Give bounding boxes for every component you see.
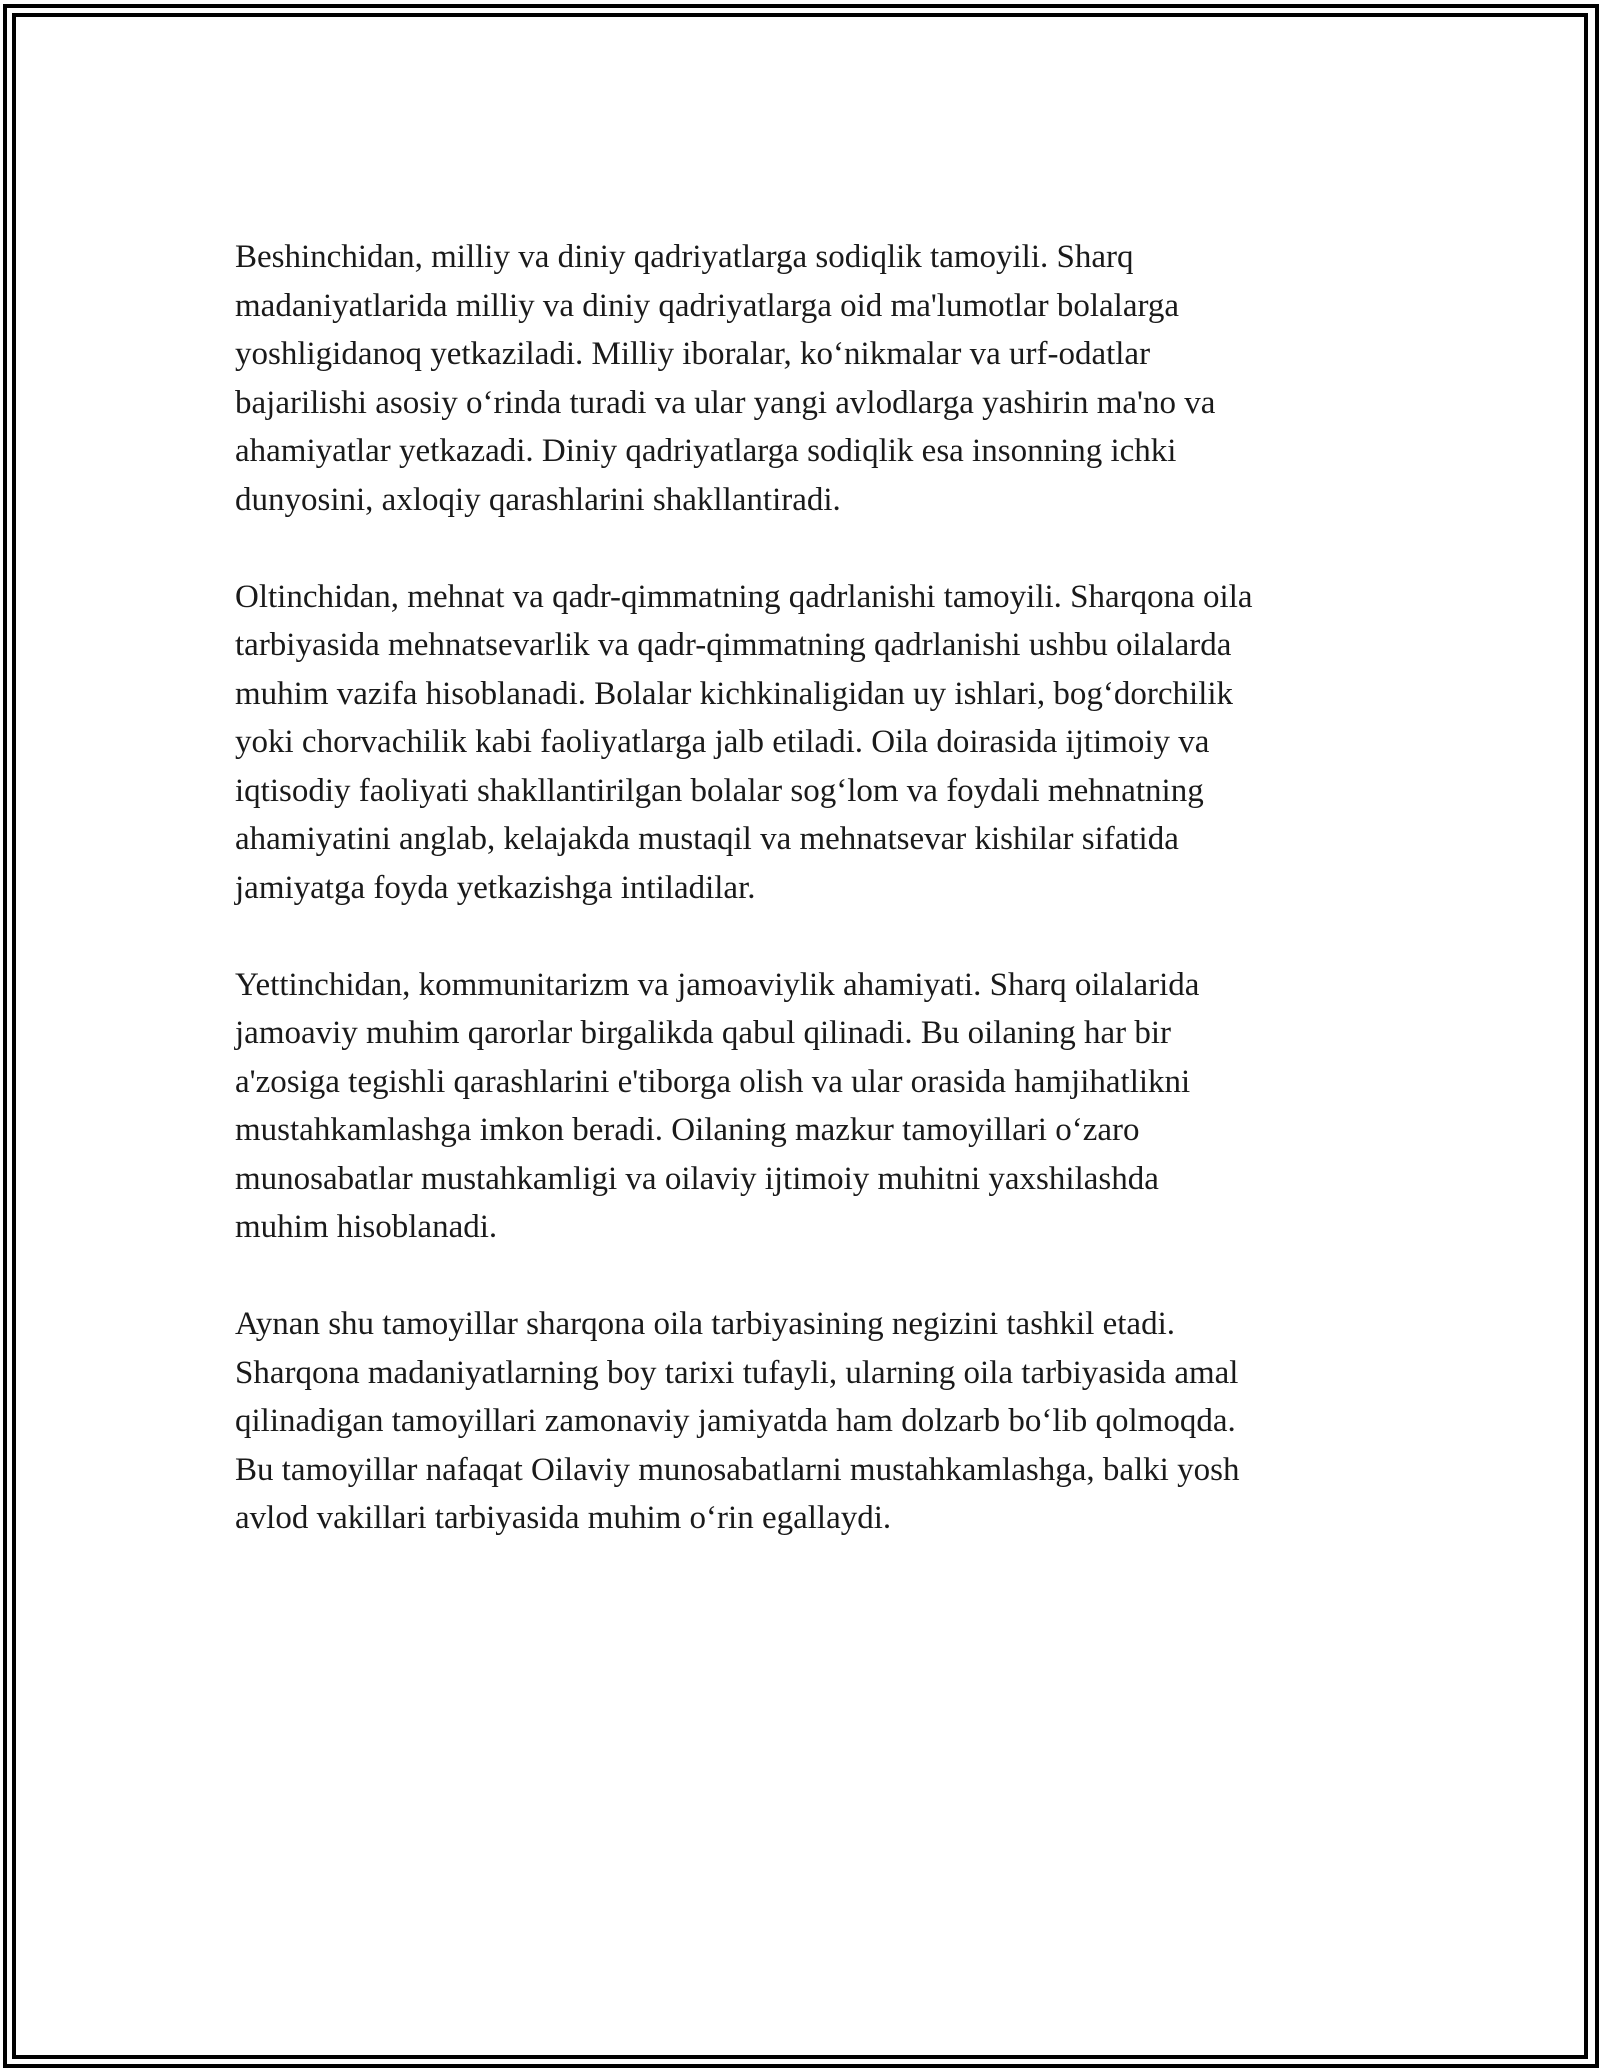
text-line: Aynan shu tamoyillar sharqona oila tarbiyasining negizini tashkil etadi. xyxy=(235,1306,1176,1342)
text-line: munosabatlar mustahkamligi va oilaviy ijtimoiy muhitni yaxshilashda xyxy=(235,1160,1159,1197)
text-line: iqtisodiy faoliyati shakllantirilgan bolalar sog‘lom va foydali mehnatning xyxy=(235,772,1204,809)
text-line: jamoaviy muhim qarorlar birgalikda qabul qilinadi. Bu oilaning har bir xyxy=(235,1015,1172,1051)
text-line: ahamiyatlar yetkazadi. Diniy qadriyatlarga sodiqlik esa insonning ichki xyxy=(235,433,1177,469)
text-line: Yettinchidan, kommunitarizm va jamoaviylik ahamiyati. Sharq oilalarida xyxy=(235,966,1200,1003)
text-line: muhim hisoblanadi. xyxy=(235,1209,498,1245)
text-line: bajarilishi asosiy o‘rinda turadi va ular yangi avlodlarga yashirin ma'no va xyxy=(235,384,1216,421)
paragraph-beshinchidan xyxy=(235,233,1415,524)
text-line: Oltinchidan, mehnat va qadr-qimmatning qadrlanishi tamoyili. Sharqona oila xyxy=(235,578,1253,615)
text-line: Beshinchidan, milliy va diniy qadriyatlarga sodiqlik tamoyili. Sharq xyxy=(235,239,1134,275)
text-line: Bu tamoyillar nafaqat Oilaviy munosabatlarni mustahkamlashga, balki yosh xyxy=(235,1451,1240,1488)
text-line: madaniyatlarida milliy va diniy qadriyatlarga oid ma'lumotlar bolalarga xyxy=(235,287,1180,324)
text-line: avlod vakillari tarbiyasida muhim o‘rin egallaydi. xyxy=(235,1500,892,1536)
text-line: ahamiyatini anglab, kelajakda mustaqil va mehnatsevar kishilar sifatida xyxy=(235,821,1179,857)
text-line: qilinadigan tamoyillari zamonaviy jamiyatda ham dolzarb bo‘lib qolmoqda. xyxy=(235,1403,1236,1439)
text-line: yoki chorvachilik kabi faoliyatlarga jalb etiladi. Oila doirasida ijtimoiy va xyxy=(235,724,1210,760)
paragraph-conclusion xyxy=(235,1300,1415,1543)
text-line: Sharqona madaniyatlarning boy tarixi tufayli, ularning oila tarbiyasida amal xyxy=(235,1354,1239,1391)
text-line: yoshligidanoq yetkaziladi. Milliy iboralar, ko‘nikmalar va urf-odatlar xyxy=(235,336,1151,372)
text-line: mustahkamlashga imkon beradi. Oilaning mazkur tamoyillari o‘zaro xyxy=(235,1112,1140,1148)
paragraph-oltinchidan xyxy=(235,573,1415,913)
text-line: tarbiyasida mehnatsevarlik va qadr-qimmatning qadrlanishi ushbu oilalarda xyxy=(235,627,1232,663)
paragraph-yettinchidan xyxy=(235,961,1415,1252)
text-line: muhim vazifa hisoblanadi. Bolalar kichkinaligidan uy ishlari, bog‘dorchilik xyxy=(235,675,1234,712)
text-line: a'zosiga tegishli qarashlarini e'tiborga olish va ular orasida hamjihatlikni xyxy=(235,1063,1191,1100)
text-line: jamiyatga foyda yetkazishga intiladilar. xyxy=(235,869,756,906)
document-body xyxy=(235,233,1415,1591)
text-line: dunyosini, axloqiy qarashlarini shakllantiradi. xyxy=(235,481,841,518)
